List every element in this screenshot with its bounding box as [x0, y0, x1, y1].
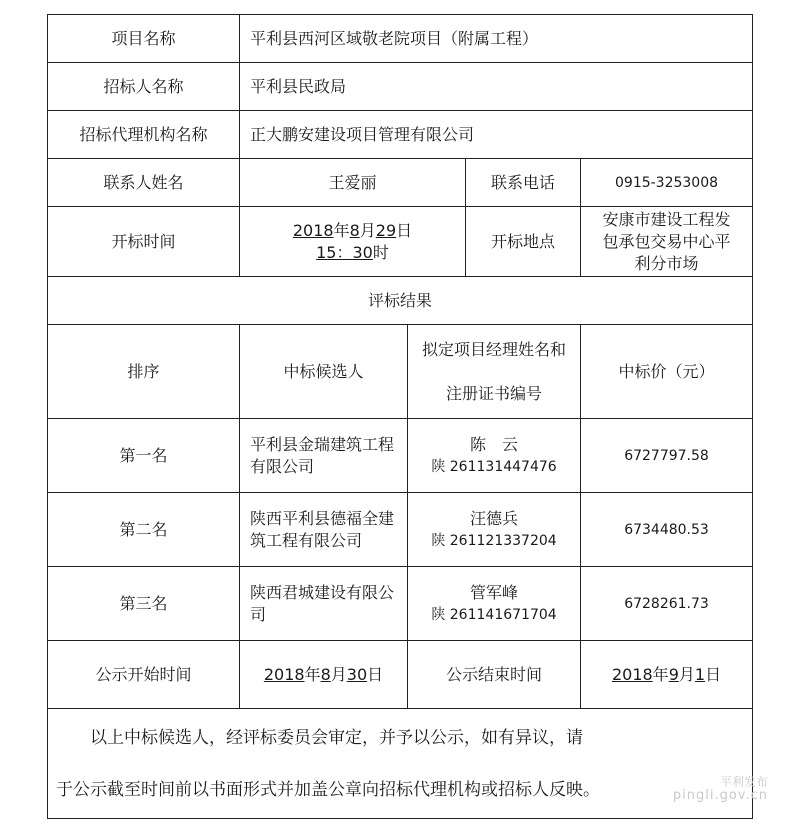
opening-time: 2018年8月29日 15：30时 — [240, 207, 466, 277]
agency-value: 正大鹏安建设项目管理有限公司 — [240, 111, 753, 159]
publicity-end-date: 2018年9月1日 — [581, 641, 753, 709]
project-name-row — [48, 15, 753, 63]
header-candidate: 中标候选人 — [240, 325, 408, 419]
publicity-start-label: 公示开始时间 — [48, 641, 240, 709]
notice-line-2: 于公示截至时间前以书面形式并加盖公章向招标代理机构或招标人反映。 — [56, 779, 600, 800]
notice-row — [48, 709, 753, 819]
manager-cell: 汪德兵 陕 261121337204 — [408, 493, 581, 567]
result-row — [48, 419, 753, 493]
project-name-value: 平利县西河区域敬老院项目（附属工程） — [240, 15, 753, 63]
watermark-brand: 平利发布 — [719, 775, 768, 789]
place-value: 安康市建设工程发包承包交易中心平利分市场 — [581, 207, 753, 277]
header-price: 中标价（元） — [581, 325, 753, 419]
tenderer-label: 招标人名称 — [48, 63, 240, 111]
watermark — [673, 775, 768, 803]
project-name-label: 项目名称 — [48, 15, 240, 63]
results-header-row — [48, 325, 753, 419]
result-row — [48, 567, 753, 641]
results-title-row — [48, 277, 753, 325]
rank-cell: 第三名 — [48, 567, 240, 641]
rank-cell: 第二名 — [48, 493, 240, 567]
phone-value: 0915-3253008 — [581, 159, 753, 207]
header-manager: 拟定项目经理姓名和 注册证书编号 — [408, 325, 581, 419]
tenderer-row — [48, 63, 753, 111]
manager-cell: 管军峰 陕 261141671704 — [408, 567, 581, 641]
contact-label: 联系人姓名 — [48, 159, 240, 207]
manager-cell: 陈 云 陕 261131447476 — [408, 419, 581, 493]
price-cell: 6728261.73 — [581, 567, 753, 641]
opening-row — [48, 207, 753, 277]
opening-label: 开标时间 — [48, 207, 240, 277]
tenderer-value: 平利县民政局 — [240, 63, 753, 111]
phone-label: 联系电话 — [466, 159, 581, 207]
publicity-row — [48, 641, 753, 709]
contact-value: 王爱丽 — [240, 159, 466, 207]
place-label: 开标地点 — [466, 207, 581, 277]
publicity-end-label: 公示结束时间 — [408, 641, 581, 709]
candidate-cell: 陕西平利县德福全建筑工程有限公司 — [240, 493, 408, 567]
price-cell: 6727797.58 — [581, 419, 753, 493]
results-title: 评标结果 — [48, 277, 753, 325]
bid-result-table — [47, 14, 753, 819]
watermark-site: pingli.gov.cn — [672, 788, 768, 803]
agency-row — [48, 111, 753, 159]
publicity-start-date: 2018年8月30日 — [240, 641, 408, 709]
notice-text — [48, 709, 753, 819]
candidate-cell: 陕西君城建设有限公司 — [240, 567, 408, 641]
rank-cell: 第一名 — [48, 419, 240, 493]
candidate-cell: 平利县金瑞建筑工程有限公司 — [240, 419, 408, 493]
result-row — [48, 493, 753, 567]
header-rank: 排序 — [48, 325, 240, 419]
notice-line-1: 以上中标候选人，经评标委员会审定，并予以公示，如有异议，请 — [90, 727, 583, 748]
agency-label: 招标代理机构名称 — [48, 111, 240, 159]
price-cell: 6734480.53 — [581, 493, 753, 567]
contact-row — [48, 159, 753, 207]
